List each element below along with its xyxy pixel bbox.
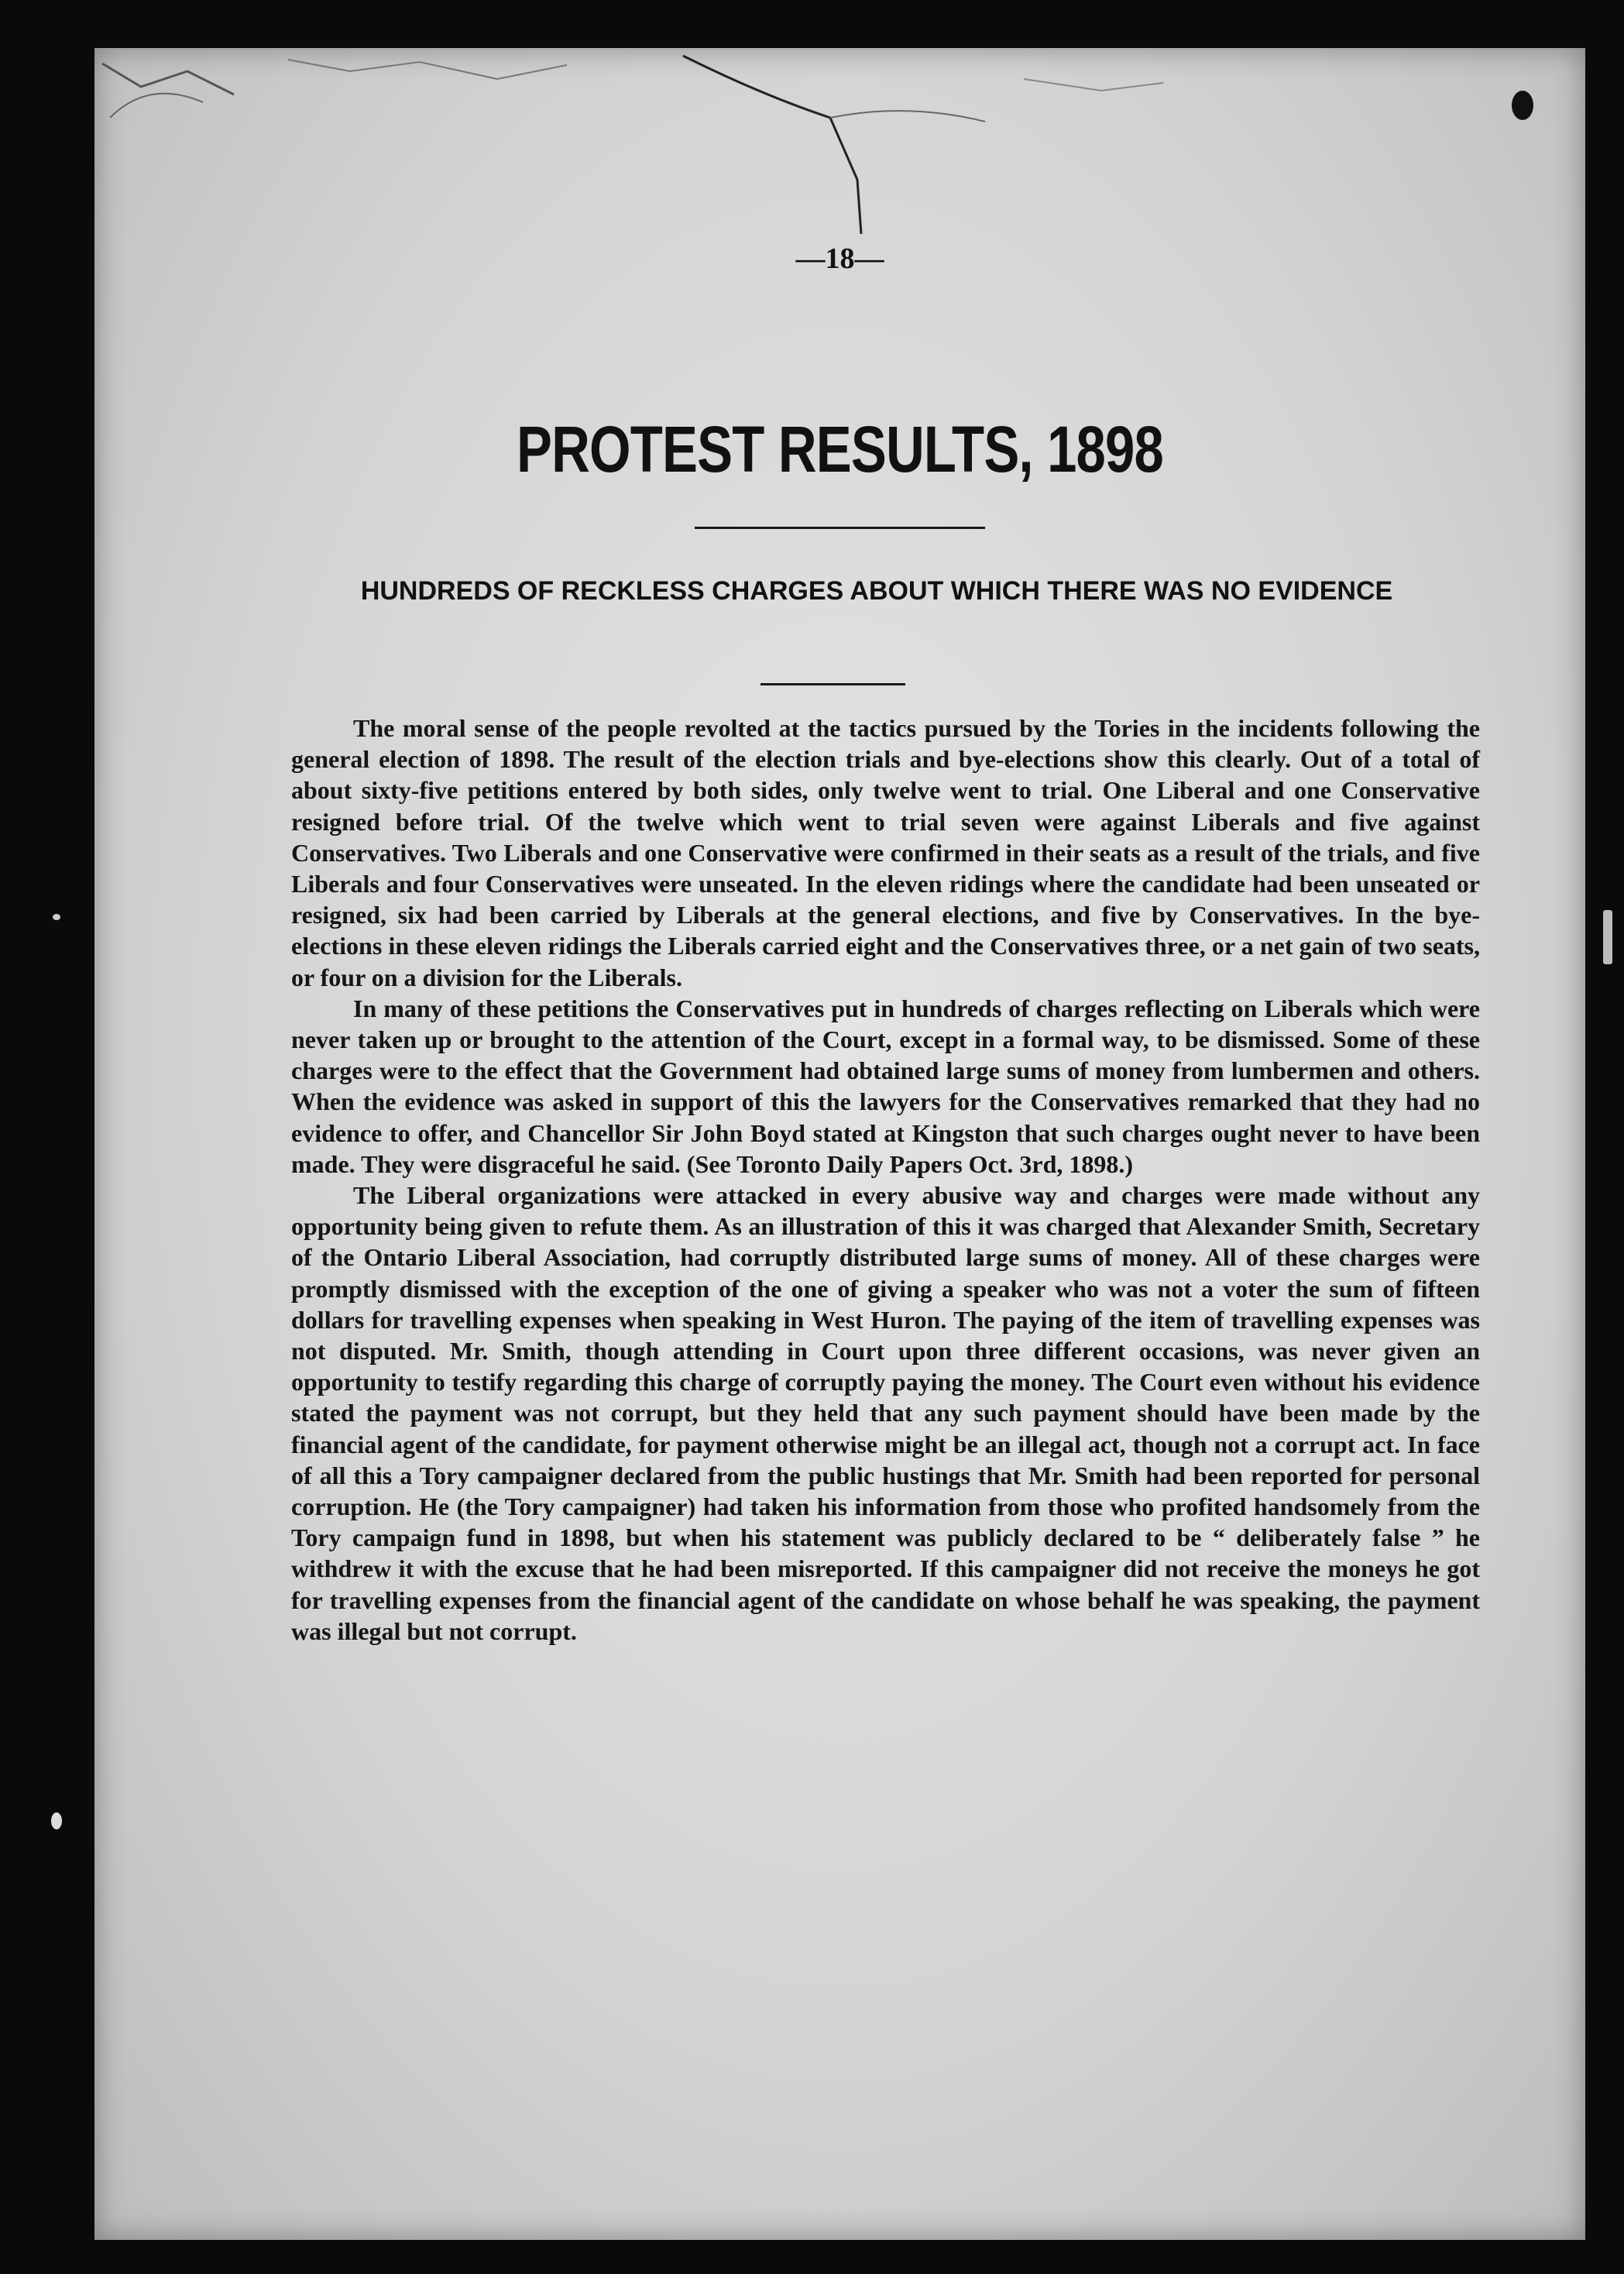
scanned-page: [94, 48, 1585, 2240]
paragraph-1: The moral sense of the people revolted at the tactics pursued by the Tories in the incidents following the general election of 1898. The result of the election trials and bye-elections show this clearly. Out of a total of about sixty-five petitions entered by both sides, only twelve went to trial. One Liberal and one Conservative resigned before trial. Of the twelve which went to trial seven were against Liberals and five against Conservatives. Two Liberals and one Conservative were confirmed in their seats as a result of the trials, and five Liberals and four Conservatives were unseated. In the eleven ridings where the candidate had been unseated or resigned, six had been carried by Liberals at the general elections, and five by Conservatives. In the bye-elections in these eleven ridings the Liberals carried eight and the Conservatives three, or a net gain of two seats, or four on a division for the Liberals.: [291, 714, 1480, 991]
page-number: —18—: [795, 242, 884, 275]
page-title: PROTEST RESULTS, 1898: [516, 413, 1164, 486]
article-body: [291, 713, 1480, 1647]
paragraph-3: The Liberal organizations were attacked in every abusive way and charges were made without any opportunity being given to refute them. As an illustration of this it was charged that Alexander Smith, Secretary of the Ontario Liberal Association, had corruptly distributed large sums of money. All of these charges were promptly dismissed with the exception of the one of giving a speaker who was not a voter the sum of fifteen dollars for travelling expenses when speaking in West Huron. The paying of the item of travelling expenses was not disputed. Mr. Smith, though attending in Court upon three different occasions, was never given an opportunity to testify regarding this charge of corruptly paying the money. The Court even without his evidence stated the payment was not corrupt, but they held that any such payment should have been made by the financial agent of the candidate, for payment otherwise might be an illegal act, though not a corrupt act. In face of all this a Tory campaigner declared from the public hustings that Mr. Smith had been reported for personal corruption. He (the Tory campaigner) had taken his information from those who profited handsomely from the Tory campaign fund in 1898, but when his statement was publicly declared to be “ deliberately false ” he withdrew it with the excuse that he had been misreported. If this campaigner did not receive the moneys he got for travelling expenses from the financial agent of the candidate on whose behalf he was speaking, the payment was illegal but not corrupt.: [291, 1181, 1480, 1645]
title-divider: [695, 527, 985, 529]
margin-speck: [53, 914, 60, 920]
scan-speck: [1512, 91, 1533, 120]
margin-speck: [1603, 910, 1612, 964]
subtitle: HUNDREDS OF RECKLESS CHARGES ABOUT WHICH THERE WAS NO EVIDENCE: [360, 576, 1393, 606]
subtitle-divider: [760, 683, 905, 685]
paragraph-2: In many of these petitions the Conservatives put in hundreds of charges reflecting on Liberals which were never taken up or brought to the attention of the Court, except in a formal way, to be dismissed. Some of these charges were to the effect that the Government had obtained large sums of money from lumbermen and others. When the evidence was asked in support of this the lawyers for the Conservatives remarked that they had no evidence to offer, and Chancellor Sir John Boyd stated at Kingston that such charges ought never to have been made. They were disgraceful he said. (See Toronto Daily Papers Oct. 3rd, 1898.): [291, 994, 1480, 1178]
torn-fold-marks: [94, 48, 1585, 249]
margin-speck: [51, 1812, 62, 1829]
